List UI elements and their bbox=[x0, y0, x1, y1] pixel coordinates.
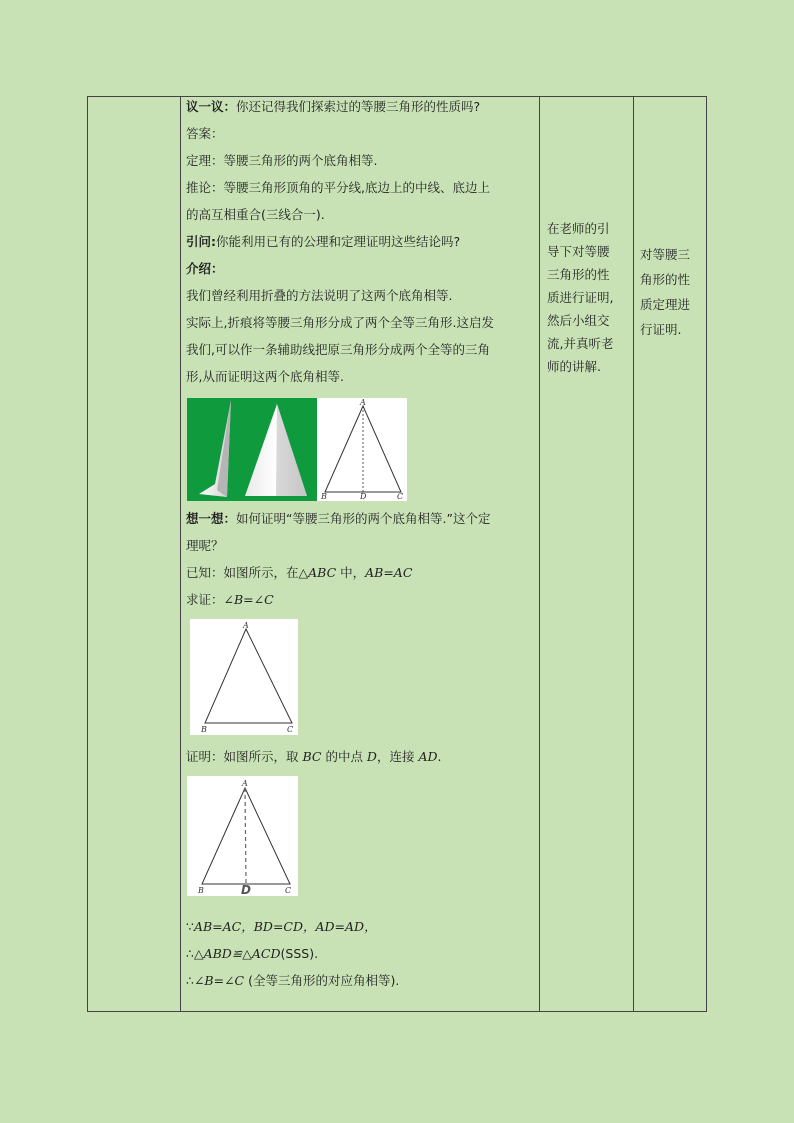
abc-label-a: A bbox=[243, 621, 249, 630]
abd-label-b: B bbox=[198, 886, 204, 895]
abc-label-b: B bbox=[201, 725, 207, 734]
intro-line-1: 我们曾经利用折叠的方法说明了这两个底角相等. bbox=[186, 288, 453, 303]
student-line: 质进行证明, bbox=[547, 290, 614, 305]
intro-line-4: 形,从而证明这两个底角相等. bbox=[186, 369, 344, 384]
lesson-table bbox=[87, 96, 707, 1012]
triangle-abc-diagram bbox=[190, 619, 298, 735]
abc-label-c: C bbox=[287, 725, 294, 734]
triangle-abc-figure bbox=[190, 619, 298, 735]
intent-line: 行证明. bbox=[640, 322, 682, 337]
intent-line: 质定理进 bbox=[640, 297, 691, 312]
proof-step-2: ∴△ABD≌△ACD(SSS). bbox=[186, 946, 319, 961]
theorem-line: 定理：等腰三角形的两个底角相等. bbox=[186, 153, 378, 168]
intro-heading: 介绍： bbox=[186, 261, 224, 276]
corollary-line-1: 推论：等腰三角形顶角的平分线,底边上的中线、底边上 bbox=[186, 180, 490, 195]
proof-line: 证明：如图所示，取 BC 的中点 D，连接 AD. bbox=[186, 749, 442, 764]
intent-line: 角形的性 bbox=[640, 272, 691, 287]
prove-line: 求证：∠B=∠C bbox=[186, 592, 274, 607]
folded-paper-image bbox=[187, 398, 317, 501]
student-line: 流,并真听老 bbox=[547, 336, 614, 351]
student-line: 在老师的引 bbox=[547, 221, 610, 236]
fold-label-b: B bbox=[321, 492, 327, 501]
fold-label-d: D bbox=[360, 492, 367, 501]
abd-label-c: C bbox=[285, 886, 292, 895]
question-line: 引问:你能利用已有的公理和定理证明这些结论吗? bbox=[186, 234, 461, 249]
student-line: 三角形的性 bbox=[547, 267, 610, 282]
abd-label-d: D bbox=[241, 883, 251, 896]
student-line: 然后小组交 bbox=[547, 313, 610, 328]
triangle-fold-diagram bbox=[317, 398, 407, 501]
column-divider-1 bbox=[180, 97, 181, 1011]
student-line: 师的讲解. bbox=[547, 359, 601, 374]
folded-paper-photo bbox=[187, 398, 317, 501]
given-line: 已知：如图所示，在△ABC 中，AB=AC bbox=[186, 565, 413, 580]
answer-line: 答案： bbox=[186, 126, 224, 141]
column-divider-2 bbox=[539, 97, 540, 1011]
intro-line-3: 我们,可以作一条辅助线把原三角形分成两个全等的三角 bbox=[186, 342, 490, 357]
student-line: 导下对等腰 bbox=[547, 244, 610, 259]
think-line-2: 理呢？ bbox=[186, 538, 224, 553]
fold-label-a: A bbox=[360, 398, 366, 407]
proof-step-1: ∵AB=AC，BD=CD，AD=AD， bbox=[186, 919, 377, 934]
abd-label-a: A bbox=[242, 779, 248, 788]
intro-line-2: 实际上,折痕将等腰三角形分成了两个全等三角形.这启发 bbox=[186, 315, 494, 330]
intent-line: 对等腰三 bbox=[640, 247, 691, 262]
proof-step-3: ∴∠B=∠C (全等三角形的对应角相等). bbox=[186, 973, 400, 988]
think-line-1: 想一想：如何证明“等腰三角形的两个底角相等.”这个定 bbox=[186, 511, 491, 526]
fold-label-c: C bbox=[397, 492, 404, 501]
corollary-line-2: 的高互相重合(三线合一). bbox=[186, 207, 325, 222]
column-divider-3 bbox=[633, 97, 634, 1011]
triangle-fold-figure bbox=[317, 398, 407, 501]
triangle-abd-diagram bbox=[187, 776, 298, 896]
triangle-abd-figure bbox=[187, 776, 298, 896]
discuss-line: 议一议：你还记得我们探索过的等腰三角形的性质吗? bbox=[186, 99, 481, 114]
